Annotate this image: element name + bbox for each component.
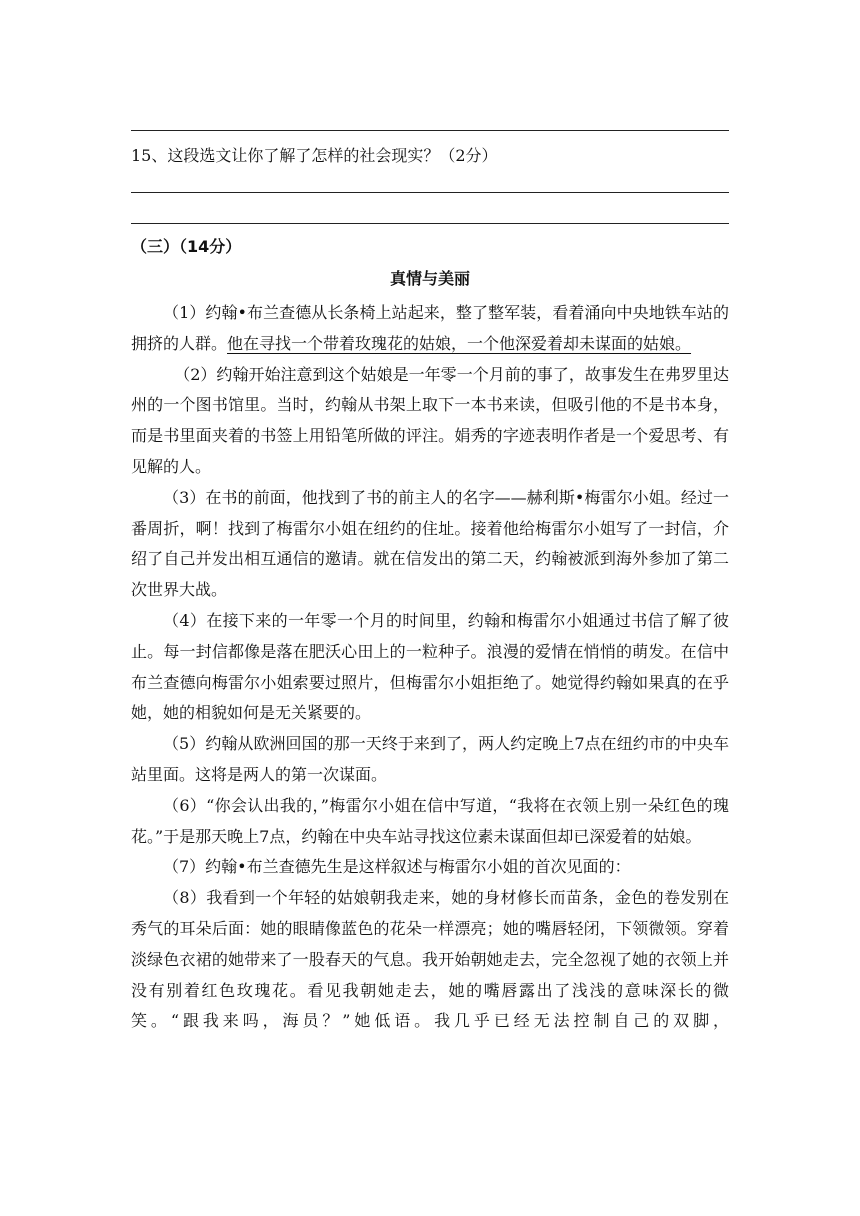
paragraph-1 [131,298,729,360]
paragraph-4: （4）在接下来的一年零一个月的时间里，约翰和梅雷尔小姐通过书信了解了彼止。每一封信都像是落在肥沃心田上的一粒种子。浪漫的爱情在悄悄的萌发。在信中布兰查德向梅雷尔小姐索要过照片，但梅雷尔小姐拒绝了。她觉得约翰如果真的在乎她，她的相貌如何是无关紧要的。 [131,610,729,723]
paragraph-7: （7）约翰•布兰查德先生是这样叙述与梅雷尔小姐的首次见面的： [163,857,631,877]
answer-line [131,192,729,193]
paragraph-6: （6）“你会认出我的，”梅雷尔小姐在信中写道，“我将在衣领上别一朵红色的瑰花。”于是那天晚上7点，约翰在中央车站寻找这位素未谋面但却已深爱着的姑娘。 [131,795,729,846]
underlined-sentence: 他在寻找一个带着玫瑰花的姑娘，一个他深爱着却未谋面的姑娘。 [227,333,692,353]
paragraph-1-text: （1）约翰•布兰查德从长条椅上站起来，整了整军装，看着涌向中央地铁车站的拥挤的人群。 [131,303,729,353]
article-body [131,298,729,1037]
answer-line [131,223,729,224]
paragraph-8: （8）我看到一个年轻的姑娘朝我走来，她的身材修长而苗条，金色的卷发别在秀气的耳朵后面：她的眼睛像蓝色的花朵一样漂亮；她的嘴唇轻闭，下领微领。穿着淡绿色衣裙的她带来了一股春天的气息。我开始朝她走去，完全忽视了她的衣领上并没有别着红色玫瑰花。看见我朝她走去，她的嘴唇露出了浅浅的意味深长的微笑。“跟我来吗，海员？”她低语。我几乎已经无法控制自己的双脚， [131,888,729,1031]
question-15: 15、这段选文让你了解了怎样的社会现实？（2分） [131,146,498,165]
answer-line [131,130,729,131]
paragraph-5: （5）约翰从欧洲回国的那一天终于来到了，两人约定晚上7点在纽约市的中央车站里面。这将是两人的第一次谋面。 [131,734,729,784]
paragraph-2: （2）约翰开始注意到这个姑娘是一年零一个月前的事了，故事发生在弗罗里达州的一个图书馆里。当时，约翰从书架上取下一本书来读，但吸引他的不是书本身，而是书里面夹着的书签上用铅笔所做的评注。娟秀的字迹表明作者是一个爱思考、有见解的人。 [131,364,729,476]
article-title: 真情与美丽 [389,269,470,288]
section-heading: （三）（14分） [131,237,242,256]
paragraph-3: （3）在书的前面，他找到了书的前主人的名字——赫利斯•梅雷尔小姐。经过一番周折，啊！找到了梅雷尔小姐在纽约的住址。接着他给梅雷尔小姐写了一封信，介绍了自己并发出相互通信的邀请。就在信发出的第二天，约翰被派到海外参加了第二次世界大战。 [131,487,729,600]
